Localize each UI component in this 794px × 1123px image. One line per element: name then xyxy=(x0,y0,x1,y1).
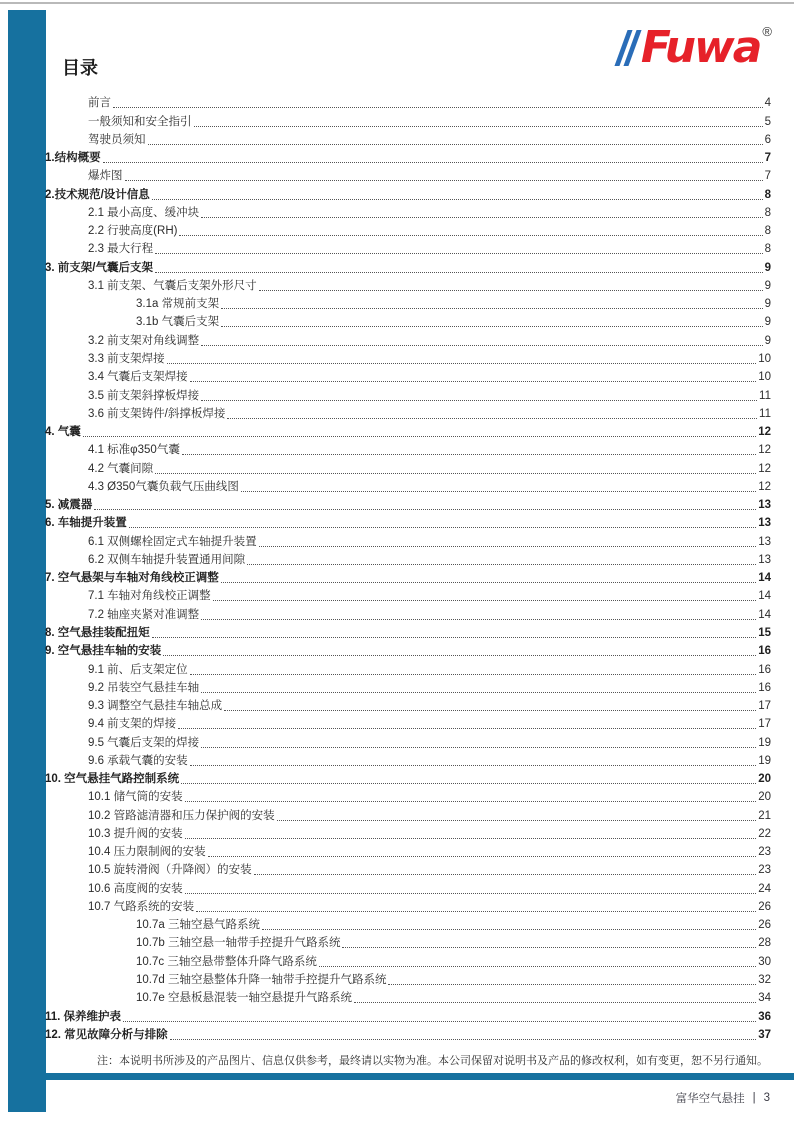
toc-leader-dots xyxy=(201,217,762,218)
toc-entry[interactable] xyxy=(45,769,771,787)
toc-entry-page: 20 xyxy=(758,773,771,786)
toc-entry-label: 3. 前支架/气囊后支架 xyxy=(45,261,153,274)
toc-entry-label: 10.1 储气筒的安装 xyxy=(88,791,183,804)
toc-entry-page: 9 xyxy=(764,334,771,347)
toc-entry-page: 12 xyxy=(758,426,771,439)
toc-leader-dots xyxy=(185,893,757,894)
toc-entry[interactable] xyxy=(45,805,771,823)
toc-entry-page: 7 xyxy=(764,152,771,165)
toc-leader-dots xyxy=(181,783,756,784)
toc-entry-label: 10. 空气悬挂气路控制系统 xyxy=(45,773,180,786)
toc-leader-dots xyxy=(208,856,757,857)
toc-entry[interactable] xyxy=(45,933,771,951)
toc-entry-label: 3.5 前支架斜撑板焊接 xyxy=(88,389,200,402)
toc-leader-dots xyxy=(201,400,757,401)
toc-entry[interactable] xyxy=(45,897,771,915)
toc-entry-page: 37 xyxy=(758,1028,771,1041)
toc-entry[interactable] xyxy=(45,513,771,531)
toc-entry[interactable] xyxy=(45,604,771,622)
toc-leader-dots xyxy=(113,107,763,108)
toc-entry[interactable] xyxy=(45,568,771,586)
toc-entry-label: 9.6 承载气囊的安装 xyxy=(88,754,188,767)
toc-entry-label: 10.7b 三轴空悬一轴带手控提升气路系统 xyxy=(136,937,341,950)
toc-entry-page: 13 xyxy=(758,553,771,566)
toc-entry-label: 10.7d 三轴空悬整体升降一轴带手控提升气路系统 xyxy=(136,974,387,987)
disclaimer-note: 注：本说明书所涉及的产品图片、信息仅供参考，最终请以实物为准。本公司保留对说明书及产品的修改权利，如有变更，恕不另行通知。 xyxy=(97,1055,768,1067)
toc-leader-dots xyxy=(155,272,763,273)
toc-entry-page: 13 xyxy=(758,535,771,548)
toc-entry[interactable] xyxy=(45,696,771,714)
toc-leader-dots xyxy=(123,1021,756,1022)
toc-entry-label: 6. 车轴提升装置 xyxy=(45,517,127,530)
toc-leader-dots xyxy=(259,546,757,547)
toc-entry[interactable] xyxy=(45,550,771,568)
toc-entry[interactable] xyxy=(45,970,771,988)
toc-entry-label: 9.4 前支架的焊接 xyxy=(88,718,177,731)
toc-entry[interactable] xyxy=(45,111,771,129)
left-accent-bar xyxy=(8,10,46,1112)
toc-entry[interactable] xyxy=(45,93,771,111)
toc-entry[interactable] xyxy=(45,915,771,933)
toc-leader-dots xyxy=(178,728,756,729)
footer-page-number: 3 xyxy=(763,1092,770,1104)
toc-entry-label: 3.4 气囊后支架焊接 xyxy=(88,371,188,384)
toc-entry[interactable] xyxy=(45,842,771,860)
toc-entry-label: 9. 空气悬挂车轴的安装 xyxy=(45,645,162,658)
toc-entry-label: 7. 空气悬架与车轴对角线校正调整 xyxy=(45,572,219,585)
toc-leader-dots xyxy=(190,765,757,766)
toc-entry-page: 16 xyxy=(758,645,771,658)
toc-entry-page: 8 xyxy=(764,243,771,256)
toc-entry[interactable] xyxy=(45,951,771,969)
toc-leader-dots xyxy=(185,838,757,839)
toc-entry-label: 2.3 最大行程 xyxy=(88,243,154,256)
toc-entry-page: 28 xyxy=(758,937,771,950)
toc-entry-page: 9 xyxy=(764,298,771,311)
toc-leader-dots xyxy=(182,454,756,455)
toc-entry-page: 32 xyxy=(758,974,771,987)
toc-entry-label: 10.4 压力限制阀的安装 xyxy=(88,846,206,859)
toc-entry-label: 10.7 气路系统的安装 xyxy=(88,900,195,913)
toc-entry-page: 8 xyxy=(764,225,771,238)
toc-entry-label: 10.7c 三轴空悬带整体升降气路系统 xyxy=(136,955,317,968)
toc-entry-label: 3.1 前支架、气囊后支架外形尺寸 xyxy=(88,279,257,292)
toc-entry-label: 2.2 行驶高度(RH) xyxy=(88,225,178,238)
toc-entry-page: 15 xyxy=(758,626,771,639)
toc-entry[interactable] xyxy=(45,130,771,148)
toc-entry[interactable] xyxy=(45,458,771,476)
toc-entry-page: 24 xyxy=(758,882,771,895)
toc-entry[interactable] xyxy=(45,367,771,385)
toc-entry-label: 9.5 气囊后支架的焊接 xyxy=(88,736,200,749)
toc-entry[interactable] xyxy=(45,257,771,275)
toc-entry[interactable] xyxy=(45,1006,771,1024)
logo-wordmark: Fuwa xyxy=(640,22,761,73)
toc-entry-page: 12 xyxy=(758,462,771,475)
toc-entry-page: 36 xyxy=(758,1010,771,1023)
toc-entry-label: 爆炸图 xyxy=(88,170,123,183)
toc-entry[interactable] xyxy=(45,751,771,769)
toc-leader-dots xyxy=(148,144,763,145)
toc-entry-page: 19 xyxy=(758,736,771,749)
toc-entry[interactable] xyxy=(45,148,771,166)
toc-entry-page: 26 xyxy=(758,919,771,932)
toc-entry-label: 10.3 提升阀的安装 xyxy=(88,827,183,840)
toc-leader-dots xyxy=(221,308,763,309)
registered-trademark-icon: ® xyxy=(762,24,772,39)
toc-entry-label: 9.2 吊装空气悬挂车轴 xyxy=(88,681,200,694)
toc-leader-dots xyxy=(201,345,762,346)
toc-entry[interactable] xyxy=(45,166,771,184)
toc-leader-dots xyxy=(227,418,757,419)
fuwa-logo xyxy=(621,22,772,74)
toc-entry[interactable] xyxy=(45,349,771,367)
toc-entry-page: 12 xyxy=(758,444,771,457)
toc-leader-dots xyxy=(388,984,756,985)
toc-leader-dots xyxy=(152,637,756,638)
toc-entry[interactable] xyxy=(45,824,771,842)
toc-entry-label: 8. 空气悬挂装配扭矩 xyxy=(45,626,150,639)
toc-entry[interactable] xyxy=(45,714,771,732)
toc-entry[interactable] xyxy=(45,586,771,604)
toc-leader-dots xyxy=(129,527,756,528)
toc-entry-page: 30 xyxy=(758,955,771,968)
toc-entry-label: 4.2 气囊间隙 xyxy=(88,462,154,475)
toc-leader-dots xyxy=(213,600,757,601)
toc-entry-label: 3.6 前支架铸件/斜撑板焊接 xyxy=(88,407,226,420)
toc-entry-page: 23 xyxy=(758,864,771,877)
toc-entry-page: 19 xyxy=(758,754,771,767)
toc-entry[interactable] xyxy=(45,860,771,878)
toc-entry-label: 2.1 最小高度、缓冲块 xyxy=(88,206,200,219)
toc-entry-page: 17 xyxy=(758,718,771,731)
toc-leader-dots xyxy=(201,747,756,748)
toc-entry-page: 26 xyxy=(758,900,771,913)
toc-entry-page: 13 xyxy=(758,499,771,512)
toc-entry-label: 4.1 标准φ350气囊 xyxy=(88,444,180,457)
toc-leader-dots xyxy=(155,253,762,254)
toc-entry-page: 9 xyxy=(764,316,771,329)
toc-entry-page: 16 xyxy=(758,681,771,694)
toc-entry-label: 3.2 前支架对角线调整 xyxy=(88,334,200,347)
toc-leader-dots xyxy=(342,947,756,948)
toc-entry[interactable] xyxy=(45,732,771,750)
toc-entry-label: 10.7e 空悬板悬混装一轴空悬提升气路系统 xyxy=(136,992,352,1005)
toc-leader-dots xyxy=(152,199,763,200)
toc-entry-page: 9 xyxy=(764,261,771,274)
toc-leader-dots xyxy=(185,801,757,802)
toc-entry[interactable] xyxy=(45,641,771,659)
toc-leader-dots xyxy=(179,235,762,236)
toc-entry-label: 3.1b 气囊后支架 xyxy=(136,316,220,329)
toc-entry-label: 7.1 车轴对角线校正调整 xyxy=(88,590,211,603)
toc-entry-label: 4.3 Ø350气囊负载气压曲线图 xyxy=(88,480,239,493)
toc-entry[interactable] xyxy=(45,440,771,458)
toc-leader-dots xyxy=(190,381,757,382)
toc-leader-dots xyxy=(94,509,756,510)
toc-entry-page: 21 xyxy=(758,809,771,822)
toc-entry-label: 3.1a 常规前支架 xyxy=(136,298,220,311)
page-title: 目录 xyxy=(62,58,98,78)
toc-leader-dots xyxy=(221,326,763,327)
toc-leader-dots xyxy=(254,874,757,875)
toc-entry-page: 10 xyxy=(758,352,771,365)
toc-entry[interactable] xyxy=(45,184,771,202)
toc-entry-label: 11. 保养维护表 xyxy=(45,1010,122,1023)
toc-entry-label: 9.1 前、后支架定位 xyxy=(88,663,188,676)
toc-entry-label: 6.1 双侧螺栓固定式车轴提升装置 xyxy=(88,535,257,548)
toc-entry[interactable] xyxy=(45,276,771,294)
toc-entry[interactable] xyxy=(45,422,771,440)
toc-entry-page: 13 xyxy=(758,517,771,530)
top-divider xyxy=(0,2,794,4)
toc-leader-dots xyxy=(194,126,763,127)
toc-entry-page: 7 xyxy=(764,170,771,183)
toc-entry-label: 4. 气囊 xyxy=(45,426,81,439)
toc-entry-page: 8 xyxy=(764,188,771,201)
toc-leader-dots xyxy=(319,966,756,967)
toc-entry-page: 14 xyxy=(758,572,771,585)
toc-entry-label: 9.3 调整空气悬挂车轴总成 xyxy=(88,700,223,713)
toc-leader-dots xyxy=(163,655,756,656)
toc-entry[interactable] xyxy=(45,878,771,896)
toc-entry[interactable] xyxy=(45,988,771,1006)
toc-entry-label: 10.7a 三轴空悬气路系统 xyxy=(136,919,260,932)
toc-leader-dots xyxy=(241,491,756,492)
toc-entry-page: 10 xyxy=(758,371,771,384)
toc-entry-label: 一般须知和安全指引 xyxy=(88,115,192,128)
toc-leader-dots xyxy=(155,473,756,474)
toc-list xyxy=(45,93,771,1043)
page-footer xyxy=(676,1090,770,1106)
footer-divider xyxy=(46,1073,794,1080)
toc-entry[interactable] xyxy=(45,312,771,330)
toc-entry-page: 4 xyxy=(764,97,771,110)
toc-entry-page: 8 xyxy=(764,206,771,219)
toc-entry-page: 16 xyxy=(758,663,771,676)
toc-entry-label: 前言 xyxy=(88,97,111,110)
toc-entry-page: 17 xyxy=(758,700,771,713)
toc-entry-page: 14 xyxy=(758,590,771,603)
toc-entry[interactable] xyxy=(45,203,771,221)
toc-entry-page: 12 xyxy=(758,480,771,493)
toc-entry-label: 驾驶员须知 xyxy=(88,133,146,146)
toc-entry[interactable] xyxy=(45,385,771,403)
toc-entry-page: 11 xyxy=(759,407,771,420)
toc-leader-dots xyxy=(170,1039,757,1040)
toc-entry[interactable] xyxy=(45,623,771,641)
toc-leader-dots xyxy=(190,674,757,675)
toc-leader-dots xyxy=(83,436,756,437)
toc-entry-page: 9 xyxy=(764,279,771,292)
toc-entry[interactable] xyxy=(45,787,771,805)
toc-entry[interactable] xyxy=(45,495,771,513)
toc-leader-dots xyxy=(196,911,756,912)
toc-entry[interactable] xyxy=(45,531,771,549)
toc-entry-label: 10.5 旋转滑阀（升降阀）的安装 xyxy=(88,864,252,877)
toc-entry-label: 1.结构概要 xyxy=(45,152,101,165)
toc-leader-dots xyxy=(201,619,756,620)
toc-leader-dots xyxy=(221,582,756,583)
toc-entry-page: 14 xyxy=(758,608,771,621)
toc-leader-dots xyxy=(277,820,757,821)
footer-separator: | xyxy=(752,1092,756,1104)
toc-leader-dots xyxy=(354,1002,756,1003)
toc-entry-label: 12. 常见故障分析与排除 xyxy=(45,1028,168,1041)
toc-entry-label: 6.2 双侧车轴提升装置通用间隙 xyxy=(88,553,246,566)
toc-entry[interactable] xyxy=(45,477,771,495)
toc-entry[interactable] xyxy=(45,221,771,239)
toc-entry-page: 22 xyxy=(758,827,771,840)
toc-entry[interactable] xyxy=(45,1025,771,1043)
toc-entry-page: 6 xyxy=(764,133,771,146)
toc-entry[interactable] xyxy=(45,294,771,312)
toc-leader-dots xyxy=(262,929,756,930)
toc-entry-page: 34 xyxy=(758,992,771,1005)
toc-leader-dots xyxy=(103,162,763,163)
toc-entry-label: 10.2 管路滤清器和压力保护阀的安装 xyxy=(88,809,275,822)
toc-entry-page: 20 xyxy=(758,791,771,804)
toc-leader-dots xyxy=(167,363,757,364)
toc-entry[interactable] xyxy=(45,678,771,696)
toc-entry-label: 10.6 高度阀的安装 xyxy=(88,882,183,895)
toc-leader-dots xyxy=(259,290,763,291)
toc-entry[interactable] xyxy=(45,404,771,422)
toc-entry-label: 7.2 轴座夹紧对准调整 xyxy=(88,608,200,621)
toc-entry[interactable] xyxy=(45,330,771,348)
toc-entry-label: 5. 减震器 xyxy=(45,499,93,512)
toc-leader-dots xyxy=(224,710,756,711)
toc-leader-dots xyxy=(247,564,756,565)
footer-brand: 富华空气悬挂 xyxy=(675,1093,745,1105)
toc-entry-page: 23 xyxy=(758,846,771,859)
toc-entry-page: 5 xyxy=(764,115,771,128)
toc-entry-label: 3.3 前支架焊接 xyxy=(88,352,165,365)
toc-leader-dots xyxy=(125,180,763,181)
toc-leader-dots xyxy=(201,692,756,693)
toc-entry[interactable] xyxy=(45,239,771,257)
toc-entry-label: 2.技术规范/设计信息 xyxy=(45,188,150,201)
toc-entry[interactable] xyxy=(45,659,771,677)
toc-entry-page: 11 xyxy=(759,389,771,402)
